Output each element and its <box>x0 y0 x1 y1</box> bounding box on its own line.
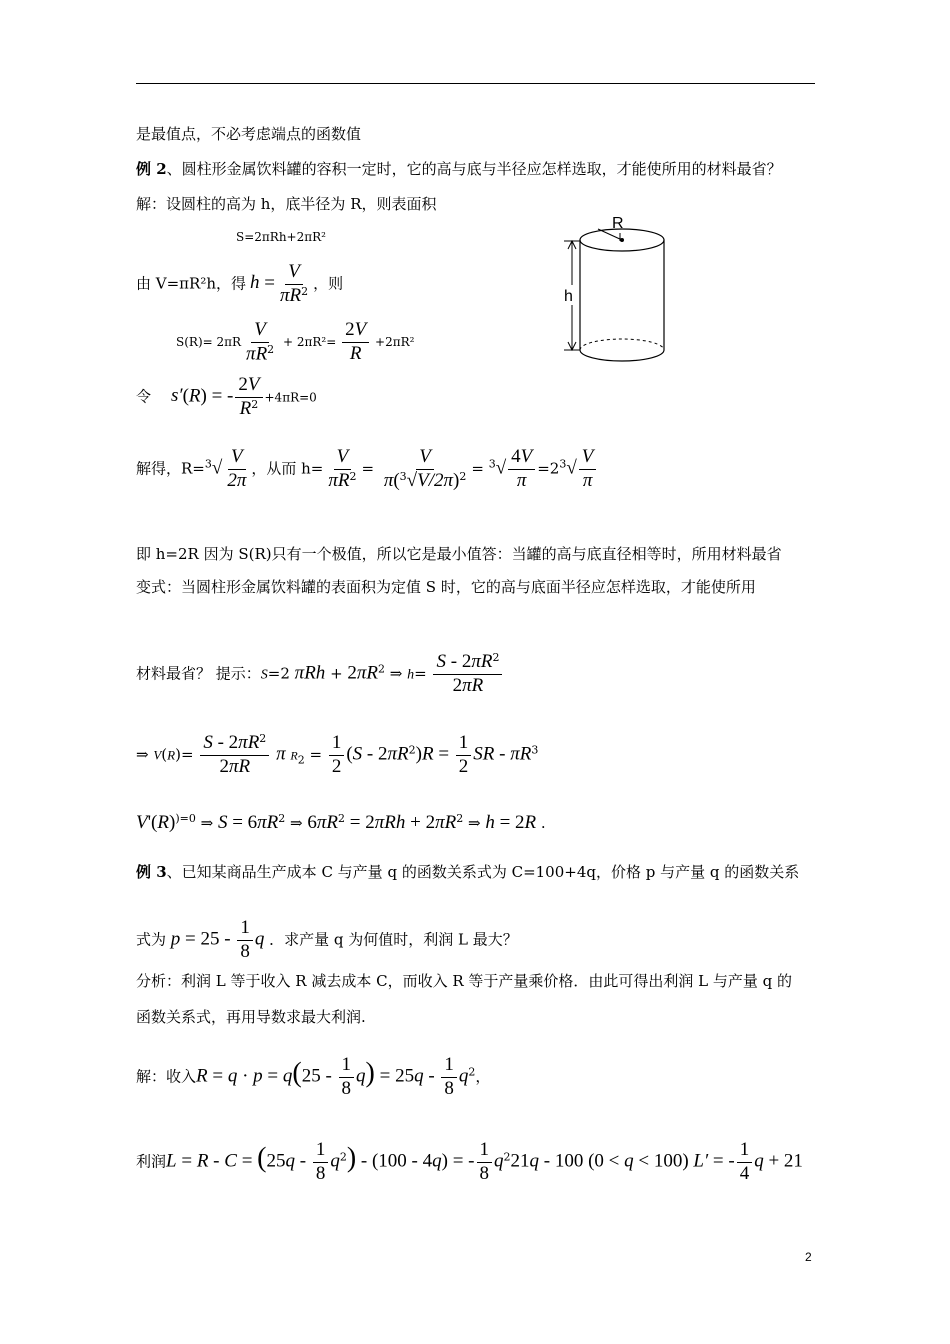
conclusion-line: 即 h=2R 因为 S(R)只有一个极值，所以它是最小值答：当罐的高与底直径相等时，所用材料最省 <box>136 545 782 563</box>
example-3-statement <box>136 863 799 881</box>
example-2-statement <box>136 160 782 178</box>
cylinder-bottom-front <box>580 350 664 361</box>
price-function-line: 式为 p = 25 - $\frac{1}{8}$ q ．求产量 q 为何值时，利润 L 最大？ <box>136 917 518 962</box>
example-2-label: 例 2 <box>136 160 167 178</box>
page-number: 2 <box>805 1250 812 1264</box>
height-label: h <box>564 288 573 305</box>
optimum-line: $V'(R)^{)=0}$ ⇒ $S = 6\pi R^2$ ⇒ $6\pi R^2 = 2\pi Rh + 2\pi R^2$ ⇒ h = 2R . <box>136 812 546 833</box>
text-line-endpoint-note: 是最值点，不必考虑端点的函数值 <box>136 125 362 143</box>
variant-line: 变式：当圆柱形金属饮料罐的表面积为定值 S 时，它的高与底面半径应怎样选取，才能使所用 <box>136 578 756 596</box>
cylinder-bottom-back <box>580 339 664 350</box>
example-3-label: 例 3 <box>136 863 167 881</box>
cylinder-figure <box>550 205 680 375</box>
volume-function-line: ⇒ V(R)= $\frac{S - 2\pi R^2}{2\pi R}$ π $R_2$ = $\frac{1}{2}$ $(S - 2\pi R^2)R$ = $\frac{1}{2}$ SR - $\pi R^3$ <box>136 732 539 777</box>
income-line: 解：收入R = q · p = q(25 - $\frac{1}{8}$ q) = 25q - $\frac{1}{8}$ $q^2$， <box>136 1054 491 1099</box>
derivative-line: 令 s′(R) = - $\frac{2V}{R^2}$ +4πR=0 <box>136 374 317 419</box>
header-rule <box>136 83 815 84</box>
solve-r-line: 解得，R=$^3$√ $\frac{V}{2\pi}$ ，从而 h= $\frac{V}{\pi R^2}$ = $\frac{V}{\pi(^3√V/2\pi)^2}$ = $^3$√ $\frac{4V}{\pi}$ $=2^3√$ $\frac{V}{\pi}$ <box>136 447 598 492</box>
analysis-line-1: 分析：利润 L 等于收入 R 减去成本 C，而收入 R 等于产量乘价格．由此可得出利润 L 与产量 q 的 <box>136 972 793 990</box>
radius-label: R <box>612 215 624 232</box>
center-dot <box>620 238 624 242</box>
surface-area-formula: S=2πRh+2πR² <box>236 230 326 244</box>
volume-relation-line: 由 V=πR²h，得 h = $\frac{V}{\pi R^2}$ ，则 <box>136 261 344 306</box>
solution-intro: 解：设圆柱的高为 h，底半径为 R，则表面积 <box>136 195 437 213</box>
profit-line: 利润L = R - C = (25q - $\frac{1}{8}$ $q^2) - (100 - 4q)$ = - $\frac{1}{8}$ $q^221q - 100$ (0 < q < 100) L′ = - $\frac{1}{4}$ q + 21 <box>136 1139 803 1184</box>
fraction-v-over-pir2: $\frac{V}{\pi R^2}$ <box>279 261 309 306</box>
example-2-text: 、圆柱形金属饮料罐的容积一定时，它的高与底与半径应怎样选取，才能使所用的材料最省？ <box>166 160 782 178</box>
analysis-line-2: 函数关系式，再用导数求最大利润. <box>136 1008 366 1026</box>
example-3-text: 、已知某商品生产成本 C 与产量 q 的函数关系式为 C=100+4q，价格 p 与产量 q 的函数关系 <box>166 863 800 881</box>
sr-formula-line: S(R)= 2πR $\frac{V}{\pi R^2}$ + 2πR²= $\frac{2V}{R}$ +2πR² <box>176 319 415 365</box>
hint-line: 材料最省？ 提示：S=2 $\pi Rh + 2\pi R^2$ ⇒ h= $\frac{S - 2\pi R^2}{2\pi R}$ <box>136 652 504 697</box>
